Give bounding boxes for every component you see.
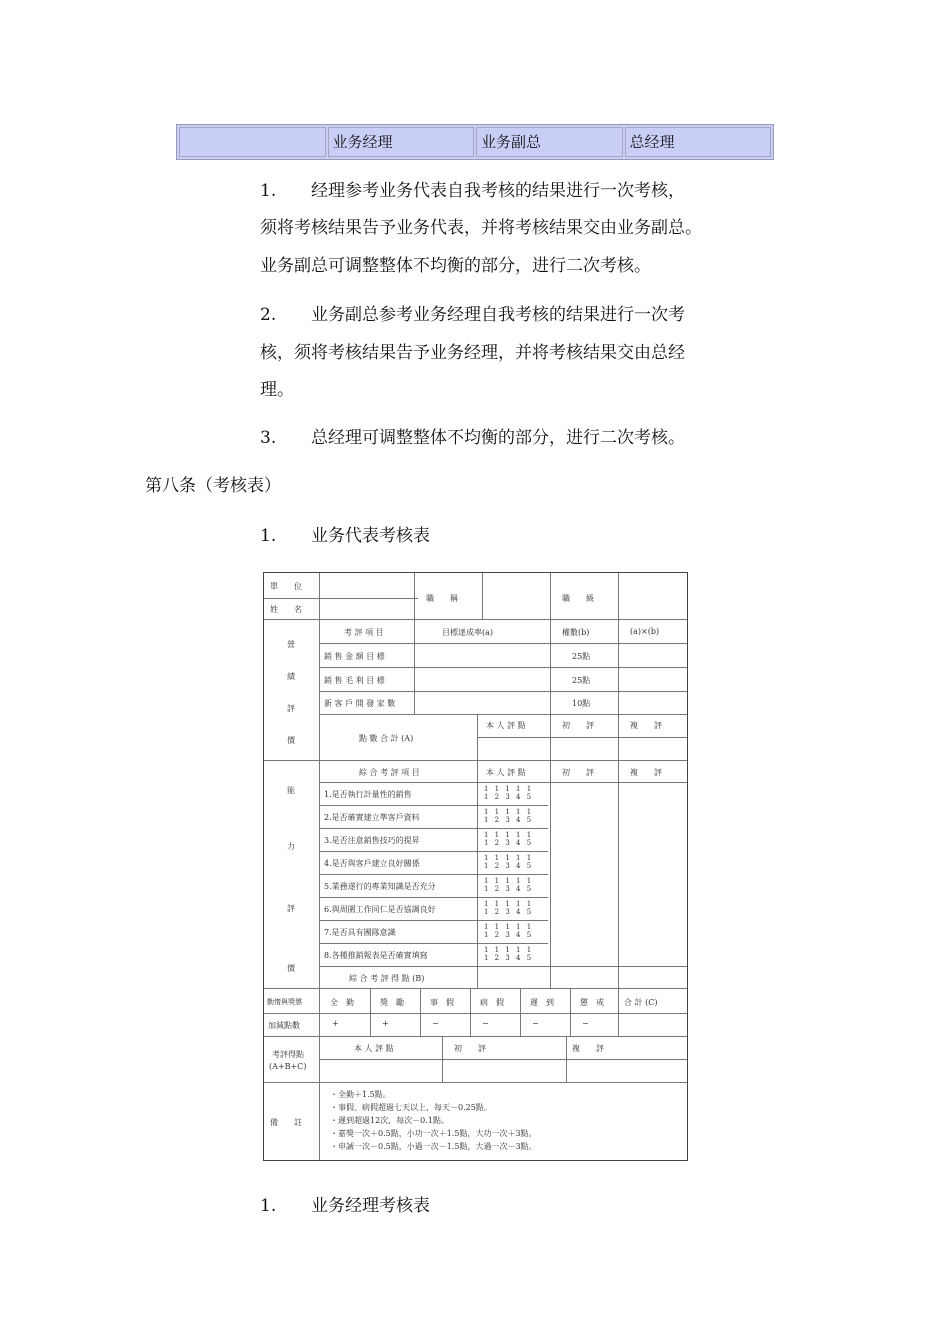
form-remark-1: ・全勤＋1.5點。 <box>330 1090 391 1099</box>
form-eval-self-3: 本 人 評 點 <box>354 1044 394 1053</box>
form-attendance-label: 勤惰與獎懲 <box>267 998 302 1006</box>
form-perf-head-weight: 權數(b) <box>562 628 590 637</box>
form-perf-weight-2: 25點 <box>572 676 591 685</box>
form-adjust-4: − <box>482 1019 489 1028</box>
paragraph-1-line-3: 业务副总可调整整体不均衡的部分，进行二次考核。 <box>260 256 651 276</box>
form-perf-side-2: 績 <box>287 672 295 681</box>
form-adjust-5: − <box>532 1019 539 1028</box>
form-att-col-1: 全 勤 <box>330 998 354 1007</box>
form-final-label-2: (A+B+C) <box>269 1062 307 1071</box>
paragraph-2-line-1: 业务副总参考业务经理自我考核的结果进行一次考 <box>311 305 685 325</box>
form-ability-item-4: 4.是否與客戶建立良好關係 <box>324 859 420 868</box>
form-final-label-1: 考評得點 <box>272 1050 304 1059</box>
sub-heading-2-text: 业务经理考核表 <box>311 1196 430 1216</box>
form-perf-side-3: 評 <box>287 704 295 713</box>
form-att-col-7: 合 計 (C) <box>624 998 658 1007</box>
form-ability-side-1: 能 <box>287 786 295 795</box>
form-adjust-label: 加減點數 <box>268 1021 300 1030</box>
form-scale-8: 1 1 1 1 1 1 2 3 4 5 <box>484 946 534 962</box>
form-adjust-2: + <box>382 1019 389 1028</box>
form-att-col-5: 遲 到 <box>530 998 554 1007</box>
form-title-label: 職 稱 <box>426 594 458 603</box>
role-cell-vice: 业务副总 <box>476 127 623 157</box>
form-unit-label: 單 位 <box>270 582 302 591</box>
role-cell-gm: 总经理 <box>625 127 772 157</box>
form-adjust-1: + <box>332 1019 339 1028</box>
paragraph-2-line-3: 理。 <box>260 380 294 400</box>
form-ability-item-8: 8.各種推銷報表是否確實填寫 <box>324 951 428 960</box>
form-scale-2: 1 1 1 1 1 1 2 3 4 5 <box>484 808 534 824</box>
paragraph-1-num: 1. <box>260 181 277 201</box>
paragraph-1-line-2: 须将考核结果告予业务代表，并将考核结果交由业务副总。 <box>260 218 702 238</box>
form-scale-4: 1 1 1 1 1 1 2 3 4 5 <box>484 854 534 870</box>
form-eval-second-3: 複 評 <box>572 1044 604 1053</box>
form-remark-2: ・事假、病假超過七天以上，每天－0.25點。 <box>330 1103 492 1112</box>
form-points-total: 點 數 合 計 (A) <box>359 734 414 743</box>
form-ability-total: 綜 合 考 評 得 點 (B) <box>349 974 425 983</box>
article-heading: 第八条（考核表） <box>145 476 281 496</box>
form-perf-side-1: 營 <box>287 640 295 649</box>
role-table <box>176 124 774 160</box>
form-att-col-3: 事 假 <box>430 998 454 1007</box>
form-eval-first-1: 初 評 <box>562 721 594 730</box>
form-ability-item-5: 5.業務遂行的專業知識是否充分 <box>324 882 436 891</box>
form-adjust-3: − <box>432 1019 439 1028</box>
sub-heading-2-num: 1. <box>260 1196 277 1216</box>
form-ability-item-7: 7.是否具有團隊意識 <box>324 928 396 937</box>
form-eval-second-2: 複 評 <box>630 768 662 777</box>
form-att-col-6: 懲 戒 <box>580 998 604 1007</box>
paragraph-1-line-1: 经理参考业务代表自我考核的结果进行一次考核， <box>311 181 685 201</box>
form-ability-item-3: 3.是否注意銷售技巧的提昇 <box>324 836 420 845</box>
form-perf-item-3: 新 客 戶 開 發 家 數 <box>324 699 396 708</box>
form-remark-3: ・遲到超過12次，每次－0.1點。 <box>330 1116 449 1125</box>
form-perf-head-rate: 目標達成率(a) <box>442 628 494 637</box>
form-ability-side-3: 評 <box>287 904 295 913</box>
form-scale-1: 1 1 1 1 1 1 2 3 4 5 <box>484 785 534 801</box>
form-name-label: 姓 名 <box>270 605 302 614</box>
form-ability-item-6: 6.與周圍工作同仁是否協調良好 <box>324 905 436 914</box>
form-ability-head: 綜 合 考 評 項 目 <box>359 768 420 777</box>
form-remarks-label: 備 註 <box>270 1118 302 1127</box>
role-cell-manager: 业务经理 <box>328 127 475 157</box>
form-perf-head-item: 考 評 項 目 <box>344 628 384 637</box>
form-adjust-6: − <box>582 1019 589 1028</box>
paragraph-3-line-1: 总经理可调整整体不均衡的部分，进行二次考核。 <box>311 428 685 448</box>
sales-rep-evaluation-form <box>263 572 688 1161</box>
paragraph-2-num: 2. <box>260 305 277 325</box>
form-att-col-4: 病 假 <box>480 998 504 1007</box>
form-ability-item-2: 2.是否確實建立準客戶資料 <box>324 813 420 822</box>
form-grade-label: 職 級 <box>562 594 594 603</box>
form-eval-self-2: 本 人 評 點 <box>486 768 526 777</box>
sub-heading-1-text: 业务代表考核表 <box>311 526 430 546</box>
paragraph-2-line-2: 核，须将考核结果告予业务经理，并将考核结果交由总经 <box>260 343 685 363</box>
form-perf-weight-3: 10點 <box>572 699 591 708</box>
form-scale-5: 1 1 1 1 1 1 2 3 4 5 <box>484 877 534 893</box>
form-remark-4: ・嘉獎一次＋0.5點，小功一次＋1.5點，大功一次＋3點。 <box>330 1129 537 1138</box>
form-ability-item-1: 1.是否執行計量性的銷售 <box>324 790 412 799</box>
form-scale-6: 1 1 1 1 1 1 2 3 4 5 <box>484 900 534 916</box>
paragraph-3-num: 3. <box>260 428 277 448</box>
form-eval-second-1: 複 評 <box>630 721 662 730</box>
form-eval-first-2: 初 評 <box>562 768 594 777</box>
form-eval-first-3: 初 評 <box>454 1044 486 1053</box>
form-perf-item-2: 銷 售 毛 利 目 標 <box>324 676 385 685</box>
sub-heading-1-num: 1. <box>260 526 277 546</box>
form-perf-weight-1: 25點 <box>572 652 591 661</box>
form-ability-side-2: 力 <box>287 842 295 851</box>
form-scale-7: 1 1 1 1 1 1 2 3 4 5 <box>484 923 534 939</box>
role-cell-empty <box>179 127 326 157</box>
form-perf-item-1: 銷 售 金 額 目 標 <box>324 652 385 661</box>
form-ability-side-4: 價 <box>287 964 295 973</box>
form-scale-3: 1 1 1 1 1 1 2 3 4 5 <box>484 831 534 847</box>
form-remark-5: ・申誡一次－0.5點，小過一次－1.5點，大過一次－3點。 <box>330 1142 537 1151</box>
form-perf-head-product: (a)×(b) <box>630 627 660 636</box>
form-att-col-2: 獎 勵 <box>380 998 404 1007</box>
form-eval-self-1: 本 人 評 點 <box>486 721 526 730</box>
form-perf-side-4: 價 <box>287 736 295 745</box>
